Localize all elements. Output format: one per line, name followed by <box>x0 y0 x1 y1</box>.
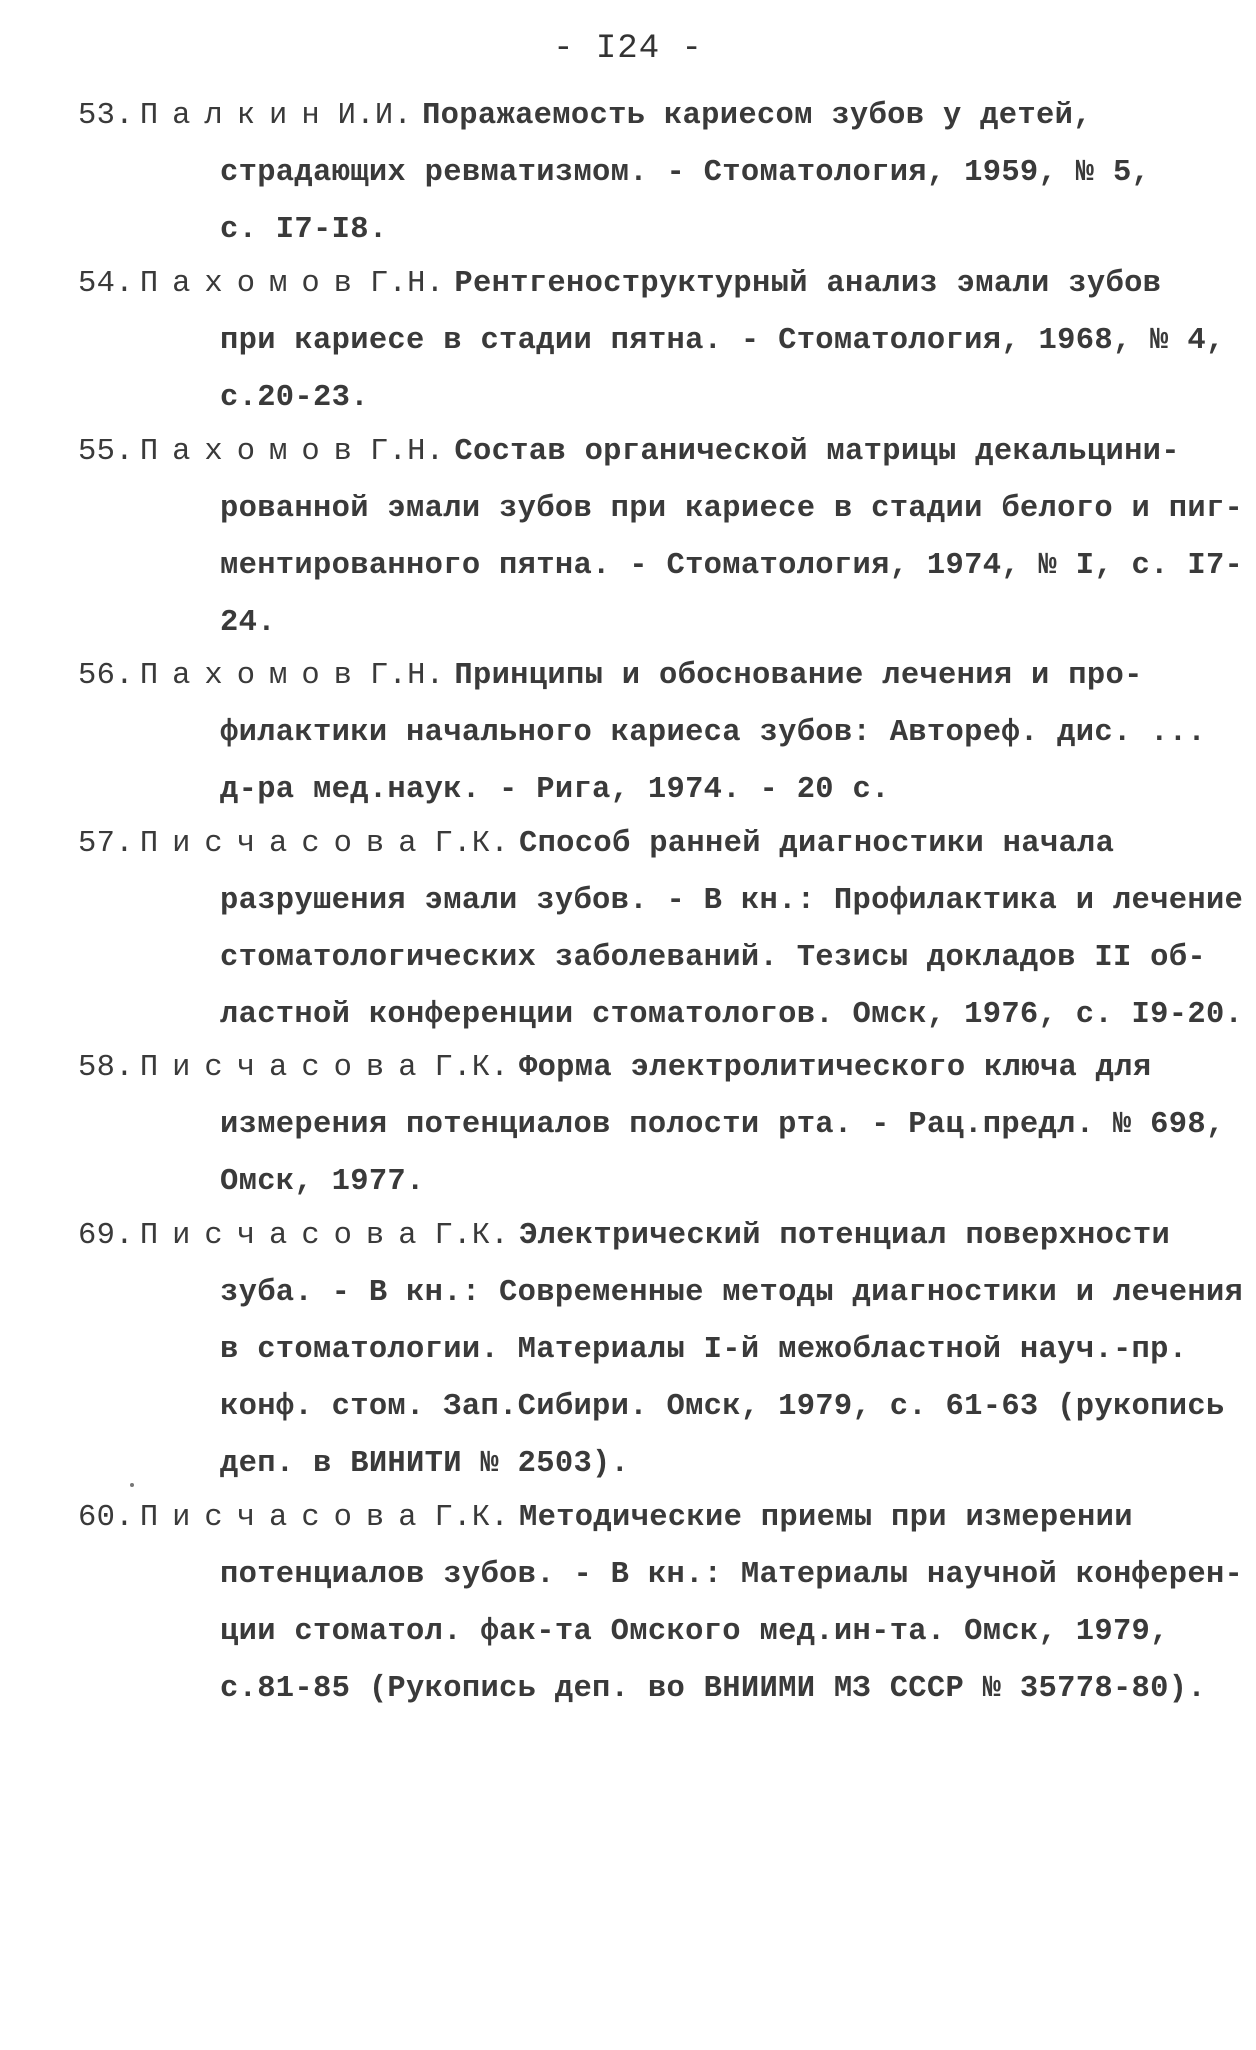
reference-title-text: Форма электролитического ключа для <box>518 1051 1152 1085</box>
reference-continuation-line: потенциалов зубов. - В кн.: Материалы научной конферен- <box>220 1558 1244 1592</box>
reference-continuation-line: в стоматологии. Материалы I-й межобластной науч.-пр. <box>220 1333 1188 1367</box>
reference-author: Писчасова <box>139 827 431 861</box>
reference-title-text: Поражаемость кариесом зубов у детей, <box>422 99 1092 133</box>
reference-title-text: Методические приемы при измерении <box>518 1501 1133 1535</box>
reference-continuation-line: разрушения эмали зубов. - В кн.: Профилактика и лечение <box>220 884 1244 918</box>
reference-entry <box>78 1040 1225 1211</box>
reference-author: Пахомов <box>139 435 366 469</box>
reference-author: Палкин <box>139 99 334 133</box>
reference-continuation-line: деп. в ВИНИТИ № 2503). <box>220 1447 630 1481</box>
reference-author: Писчасова <box>139 1219 431 1253</box>
reference-title-text: Рентгеноструктурный анализ эмали зубов <box>454 267 1162 301</box>
reference-entry <box>78 256 1225 427</box>
scan-speck <box>130 1483 134 1487</box>
reference-first-line <box>78 424 1198 481</box>
reference-title-text: Способ ранней диагностики начала <box>518 827 1115 861</box>
reference-entry <box>78 1490 1244 1718</box>
reference-continuation-line: Омск, 1977. <box>220 1165 425 1199</box>
reference-first-line <box>78 1490 1198 1547</box>
reference-continuation-line: с.81-85 (Рукопись деп. во ВНИИМИ МЗ СССР № 35778-80). <box>220 1672 1206 1706</box>
reference-continuation-line: ции стоматол. фак-та Омского мед.ин-та. Омск, 1979, <box>220 1615 1169 1649</box>
reference-continuation-line: зуба. - В кн.: Современные методы диагностики и лечения <box>220 1276 1244 1310</box>
reference-initials: И.И. <box>337 99 413 133</box>
reference-title-text: Принципы и обоснование лечения и про- <box>454 659 1143 693</box>
reference-first-line <box>78 256 1198 313</box>
reference-number: 60. <box>78 1501 134 1535</box>
reference-first-line <box>78 648 1198 705</box>
reference-entry <box>78 648 1206 819</box>
reference-continuation-line: д-ра мед.наук. - Рига, 1974. - 20 с. <box>220 773 890 807</box>
reference-continuation-line: при кариесе в стадии пятна. - Стоматология, 1968, № 4, <box>220 324 1225 358</box>
reference-number: 55. <box>78 435 134 469</box>
reference-continuation-line: ментированного пятна. - Стоматология, 1974, № I, с. I7- <box>220 549 1244 583</box>
reference-entry <box>78 88 1198 259</box>
reference-continuation-line: с.20-23. <box>220 381 369 415</box>
reference-entry <box>78 1208 1244 1493</box>
page-number: - I24 - <box>553 30 703 68</box>
reference-author: Писчасова <box>139 1051 431 1085</box>
reference-initials: Г.К. <box>434 1501 509 1535</box>
reference-entry <box>78 816 1244 1044</box>
reference-continuation-line: 24. <box>220 606 276 640</box>
reference-continuation-line: ластной конференции стоматологов. Омск, 1976, с. I9-20. <box>220 998 1244 1032</box>
reference-continuation-line: рованной эмали зубов при кариесе в стадии белого и пиг- <box>220 492 1244 526</box>
reference-continuation-line: стоматологических заболеваний. Тезисы докладов II об- <box>220 941 1206 975</box>
reference-number: 69. <box>78 1219 134 1253</box>
reference-continuation-line: конф. стом. Зап.Сибири. Омск, 1979, с. 61-63 (рукопись <box>220 1390 1225 1424</box>
reference-number: 54. <box>78 267 134 301</box>
reference-initials: Г.К. <box>434 827 509 861</box>
reference-continuation-line: страдающих ревматизмом. - Стоматология, 1959, № 5, <box>220 156 1151 190</box>
reference-title-text: Состав органической матрицы декальцини- <box>454 435 1180 469</box>
reference-author: Писчасова <box>139 1501 431 1535</box>
reference-author: Пахомов <box>139 267 366 301</box>
reference-continuation-line: с. I7-I8. <box>220 213 388 247</box>
reference-initials: Г.Н. <box>369 659 445 693</box>
reference-title-text: Электрический потенциал поверхности <box>518 1219 1171 1253</box>
reference-first-line <box>78 816 1198 873</box>
reference-first-line <box>78 88 1198 145</box>
reference-number: 56. <box>78 659 134 693</box>
reference-initials: Г.Н. <box>369 267 445 301</box>
reference-number: 57. <box>78 827 134 861</box>
reference-number: 53. <box>78 99 134 133</box>
reference-first-line <box>78 1208 1198 1265</box>
reference-initials: Г.Н. <box>369 435 445 469</box>
reference-first-line <box>78 1040 1198 1097</box>
reference-entry <box>78 424 1244 652</box>
reference-continuation-line: филактики начального кариеса зубов: Автореф. дис. ... <box>220 716 1206 750</box>
reference-continuation-line: измерения потенциалов полости рта. - Рац.предл. № 698, <box>220 1108 1225 1142</box>
reference-author: Пахомов <box>139 659 366 693</box>
reference-number: 58. <box>78 1051 134 1085</box>
reference-initials: Г.К. <box>434 1051 509 1085</box>
reference-initials: Г.К. <box>434 1219 509 1253</box>
